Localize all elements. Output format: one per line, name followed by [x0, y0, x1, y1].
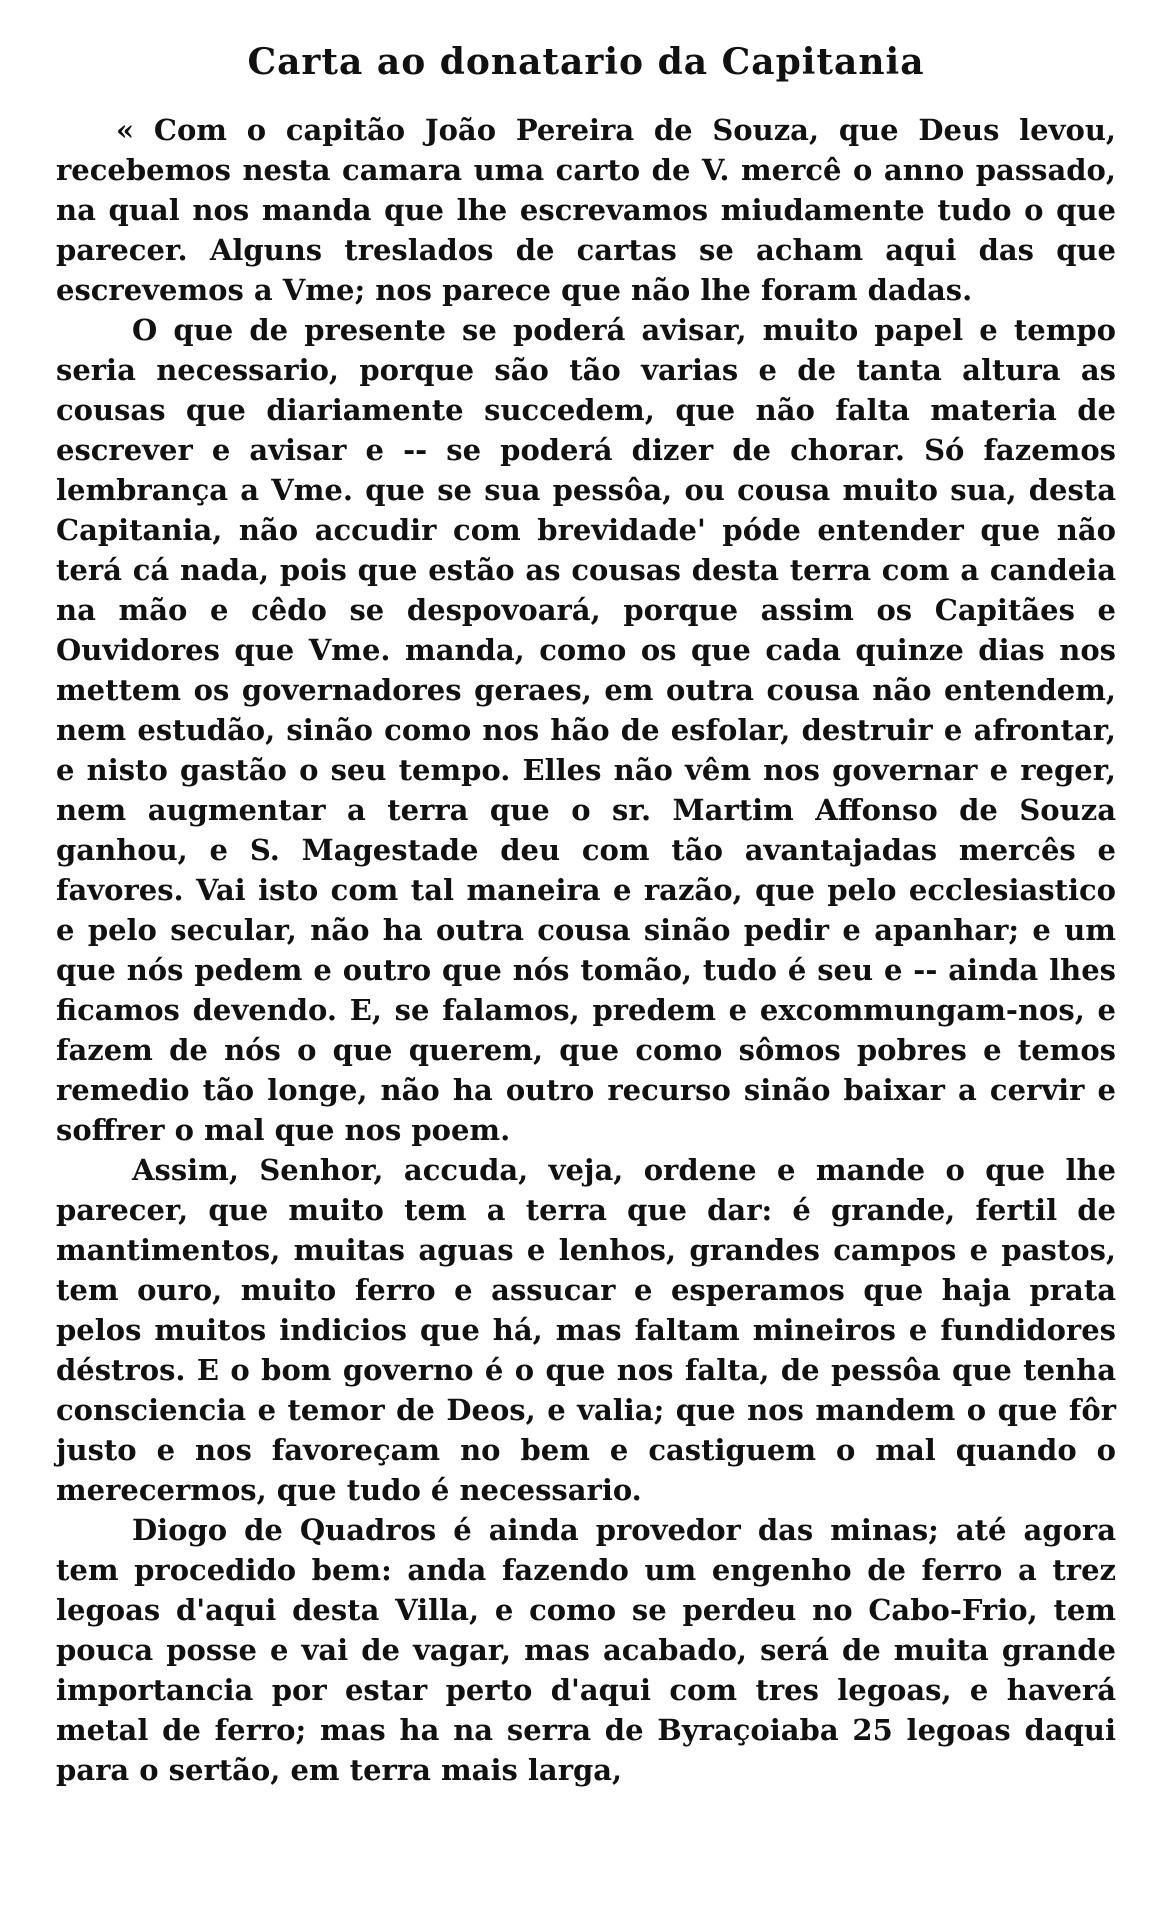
document-title: Carta ao donatario da Capitania [247, 41, 925, 83]
paragraph-3: Assim, Senhor, accuda, veja, ordene e mande o que lhe parecer, que muito tem a terra que dar: é grande, fertil de mantimentos, muitas aguas e lenhos, grandes campos e pastos, tem ouro, muito ferro e assucar e esperamos que haja prata pelos muitos indicios que há, mas faltam mineiros e fundidores déstros. E o bom governo é o que nos falta, de pessôa que tenha consciencia e temor de Deos, e valia; que nos mandem o que fôr justo e nos favoreçam no bem e castiguem o mal quando o merecermos, que tudo é necessario. [56, 1153, 1116, 1507]
paragraph-2: O que de presente se poderá avisar, muito papel e tempo seria necessario, porque são tão varias e de tanta altura as cousas que diariamente succedem, que não falta materia de escrever e avisar e -- se poderá dizer de chorar. Só fazemos lembrança a Vme. que se sua pessôa, ou cousa muito sua, desta Capitania, não accudir com brevidade' póde entender que não terá cá nada, pois que estão as cousas desta terra com a candeia na mão e cêdo se despovoará, porque assim os Capitães e Ouvidores que Vme. manda, como os que cada quinze dias nos mettem os governadores geraes, em outra cousa não entendem, nem estudão, sinão como nos hão de esfolar, destruir e afrontar, e nisto gastão o seu tempo. Elles não vêm nos governar e reger, nem augmentar a terra que o sr. Martim Affonso de Souza ganhou, e S. Magestade deu com tão avantajadas mercês e favores. Vai isto com tal maneira e razão, que pelo ecclesiastico e pelo secular, não ha outra cousa sinão pedir e apanhar; e um que nós pedem e outro que nós tomão, tudo é seu e -- ainda lhes ficamos devendo. E, se falamos, predem e excommungam-nos, e fazem de nós o que querem, que como sômos pobres e temos remedio tão longe, não ha outro recurso sinão baixar a cervir e soffrer o mal que nos poem. [56, 313, 1116, 1147]
paragraph-4: Diogo de Quadros é ainda provedor das minas; até agora tem procedido bem: anda fazendo um engenho de ferro a trez legoas d'aqui desta Villa, e como se perdeu no Cabo-Frio, tem pouca posse e vai de vagar, mas acabado, será de muita grande importancia por estar perto d'aqui com tres legoas, e haverá metal de ferro; mas ha na serra de Byraçoiaba 25 legoas daqui para o sertão, em terra mais larga, [56, 1513, 1116, 1787]
document-page [56, 38, 1116, 1790]
paragraph-1: « Com o capitão João Pereira de Souza, que Deus levou, recebemos nesta camara uma carto de V. mercê o anno passado, na qual nos manda que lhe escrevamos miudamente tudo o que parecer. Alguns treslados de cartas se acham aqui das que escrevemos a Vme; nos parece que não lhe foram dadas. [56, 113, 1116, 307]
